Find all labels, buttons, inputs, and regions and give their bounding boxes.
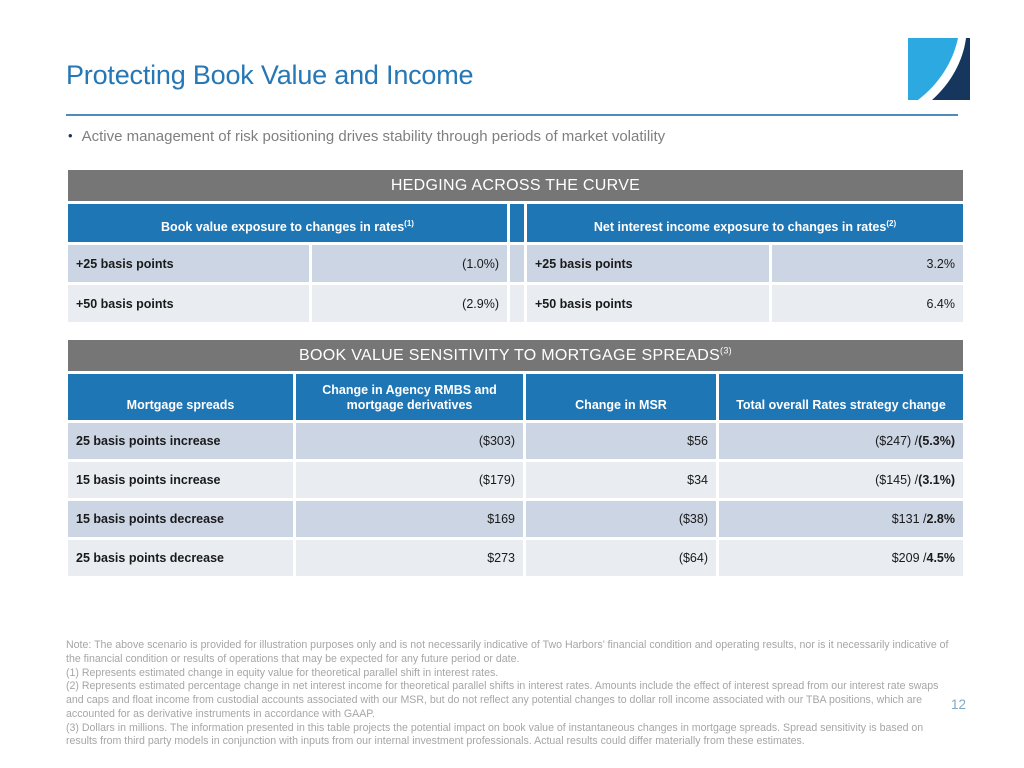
- spacer-cell: [510, 245, 524, 282]
- spacer-cell: [510, 285, 524, 322]
- sensitivity-table-title-text: BOOK VALUE SENSITIVITY TO MORTGAGE SPREADS: [299, 346, 721, 364]
- table-cell-total: ($145) / (3.1%): [719, 462, 963, 498]
- footnote-note: Note: The above scenario is provided for illustration purposes only and is not necessarily indicative of Two Harbors’ financial condition and operating results, nor is it necessarily indicative of the financial condition or results of operations that may be expected for any future period or date.: [66, 639, 949, 665]
- table-cell-msr: ($64): [526, 540, 716, 576]
- footnote-ref-1: (1): [404, 219, 414, 229]
- table-cell-msr: ($38): [526, 501, 716, 537]
- col-header-mortgage-spreads: Mortgage spreads: [68, 374, 293, 420]
- table-row-label: 25 basis points increase: [68, 423, 293, 459]
- sensitivity-table-title: [68, 340, 963, 371]
- table-cell-total: ($247) / (5.3%): [719, 423, 963, 459]
- table-row-label: +50 basis points: [527, 285, 769, 322]
- hedging-table-grid: [68, 204, 963, 322]
- footnote-1: (1) Represents estimated change in equity value for theoretical parallel shift in interest rates.: [66, 666, 499, 679]
- table-cell-value: (2.9%): [312, 285, 507, 322]
- table-cell-total: $209 / 4.5%: [719, 540, 963, 576]
- col-header-book-value-exposure: [68, 204, 507, 242]
- table-cell-value: 3.2%: [772, 245, 963, 282]
- table-cell-value: (1.0%): [312, 245, 507, 282]
- bullet-text: Active management of risk positioning drives stability through periods of market volatility: [81, 128, 666, 145]
- hedging-table-title-text: HEDGING ACROSS THE CURVE: [390, 176, 641, 194]
- page-number: 12: [951, 697, 967, 712]
- table-cell-rmbs: $273: [296, 540, 523, 576]
- col-header-change-agency-rmbs: Change in Agency RMBS and mortgage derivatives: [296, 374, 523, 420]
- bullet-icon: •: [68, 128, 73, 143]
- sensitivity-table: [68, 340, 963, 576]
- table-cell-rmbs: $169: [296, 501, 523, 537]
- table-cell-rmbs: ($179): [296, 462, 523, 498]
- col-header-net-interest-income-exposure: [527, 204, 963, 242]
- table-row-label: 15 basis points increase: [68, 462, 293, 498]
- table-cell-total: $131 / 2.8%: [719, 501, 963, 537]
- footnote-ref-3: (3): [720, 345, 732, 356]
- hedging-table-title: [68, 170, 963, 201]
- page-title: Protecting Book Value and Income: [66, 60, 474, 90]
- col-header-total-rates-strategy: Total overall Rates strategy change: [719, 374, 963, 420]
- table-row-label: 15 basis points decrease: [68, 501, 293, 537]
- two-harbors-logo-icon: [908, 38, 970, 100]
- col-header-change-msr: Change in MSR: [526, 374, 716, 420]
- table-row-label: +25 basis points: [527, 245, 769, 282]
- table-row-label: 25 basis points decrease: [68, 540, 293, 576]
- table-cell-msr: $56: [526, 423, 716, 459]
- hedging-table: [68, 170, 963, 322]
- spacer-header-cell: [510, 204, 524, 242]
- table-cell-rmbs: ($303): [296, 423, 523, 459]
- bullet-item: [68, 128, 948, 145]
- table-cell-value: 6.4%: [772, 285, 963, 322]
- table-row-label: +50 basis points: [68, 285, 309, 322]
- sensitivity-table-grid: [68, 374, 963, 576]
- footnote-ref-2: (2): [886, 219, 897, 229]
- table-row-label: +25 basis points: [68, 245, 309, 282]
- col-header-text: Net interest income exposure to changes in rates: [593, 220, 887, 235]
- footnote-3: (3) Dollars in millions. The information presented in this table projects the potential impact on book value of instantaneous changes in mortgage spreads. Spread sensitivity is based on results from third party models in conjunction with inputs from our internal investment professionals. Actual results could differ materially from these estimates.: [66, 721, 924, 748]
- footnote-2: (2) Represents estimated percentage change in net interest income for theoretical parallel shifts in interest rates. Amounts include the effect of interest spread from our interest rate swaps and caps and float income from custodial accounts associated with our MSR, but do not reflect any potential changes to dollar roll income associated with our TBA positions, which are accounted for as derivative instruments in accordance with GAAP.: [66, 680, 939, 720]
- col-header-text: Book value exposure to changes in rates: [161, 220, 405, 235]
- table-cell-msr: $34: [526, 462, 716, 498]
- footnotes-block: [66, 639, 950, 749]
- title-divider: [66, 114, 958, 116]
